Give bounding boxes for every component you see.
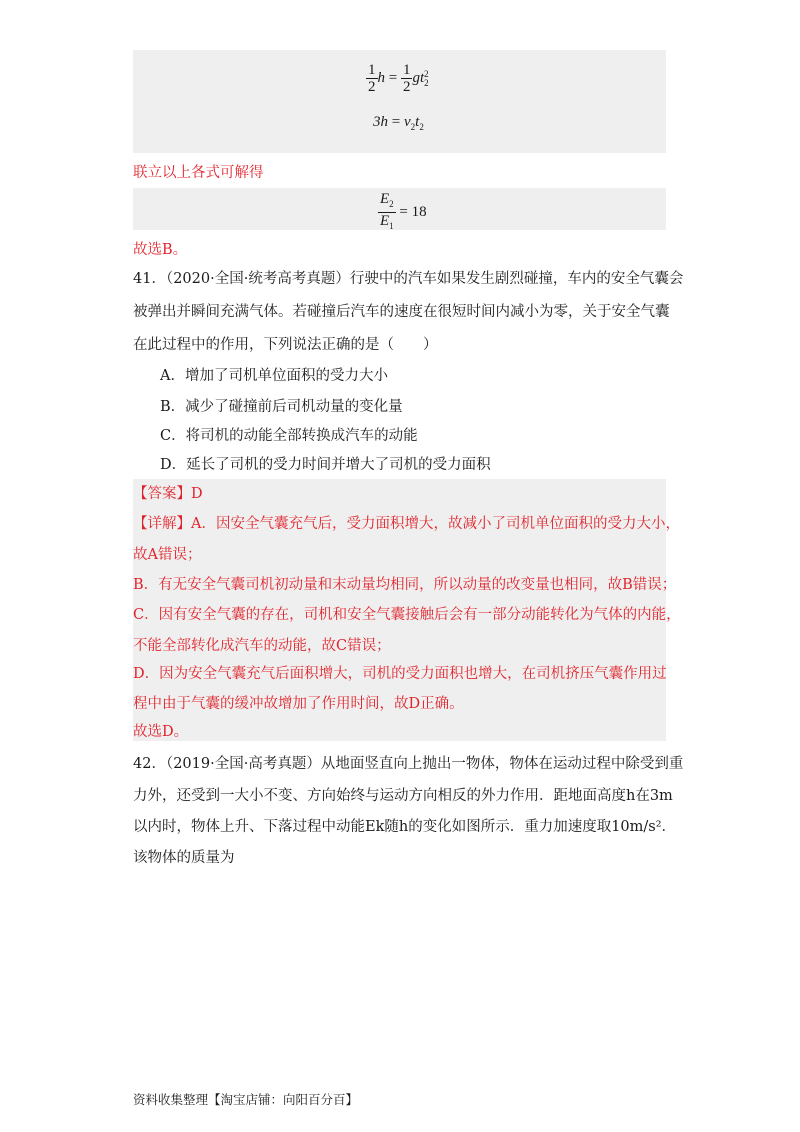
q41-option-d: D．延长了司机的受力时间并增大了司机的受力面积 [160,457,491,473]
q41-stem-line: 41．（2020·全国·统考高考真题）行驶中的汽车如果发生剧烈碰撞，车内的安全气囊会 [133,271,684,287]
q42-stem-line: 42．（2019·全国·高考真题）从地面竖直向上抛出一物体，物体在运动过程中除受到重 [133,756,684,772]
combine-text: 联立以上各式可解得 [133,165,264,181]
previous-answer: 故选B。 [133,242,188,258]
q41-detail-line: C．因有安全气囊的存在，司机和安全气囊接触后会有一部分动能转化为气体的内能， [133,607,681,623]
q41-detail-line: 【详解】A．因安全气囊充气后，受力面积增大，故减小了司机单位面积的受力大小， [133,516,680,532]
q41-detail-line: 程中由于气囊的缓冲故增加了作用时间，故D正确。 [133,696,464,712]
q41-detail-line: 不能全部转化成汽车的动能，故C错误； [133,638,391,654]
q41-option-a: A．增加了司机单位面积的受力大小 [160,368,388,384]
q42-stem-line: 力外，还受到一大小不变、方向始终与运动方向相反的外力作用．距地面高度h在3m [133,788,673,804]
q41-detail-line: B．有无安全气囊司机初动量和末动量均相同，所以动量的改变量也相同，故B错误； [133,577,677,593]
q41-detail-line: D．因为安全气囊充气后面积增大，司机的受力面积也增大，在司机挤压气囊作用过 [133,666,667,682]
equation-distance: $3h = v_2t_2$ [373,114,424,132]
equation-free-fall: $\frac{1}{2}$ h = $\frac{1}{2}$ gt 2 2 [368,62,429,95]
page-footer: 资料收集整理【淘宝店铺：向阳百分百】 [133,1092,359,1107]
q41-option-c: C．将司机的动能全部转换成汽车的动能 [160,428,418,444]
q41-detail-line: 故A错误； [133,547,202,563]
q41-option-b: B．减少了碰撞前后司机动量的变化量 [160,399,403,415]
q41-detail-line: 故选D。 [133,724,189,740]
q41-stem-line: 被弹出并瞬间充满气体。若碰撞后汽车的速度在很短时间内减小为零，关于安全气囊 [133,304,670,320]
q41-answer: 【答案】D [133,486,203,502]
equation-ratio: $\frac{E_2}{E_1}$ = 18 [380,191,427,231]
q42-stem-line: 以内时，物体上升、下落过程中动能Ek随h的变化如图所示．重力加速度取10m/s²． [133,819,677,835]
q41-stem-line: 在此过程中的作用，下列说法正确的是（ ） [133,337,438,353]
q42-stem-line: 该物体的质量为 [133,850,235,866]
